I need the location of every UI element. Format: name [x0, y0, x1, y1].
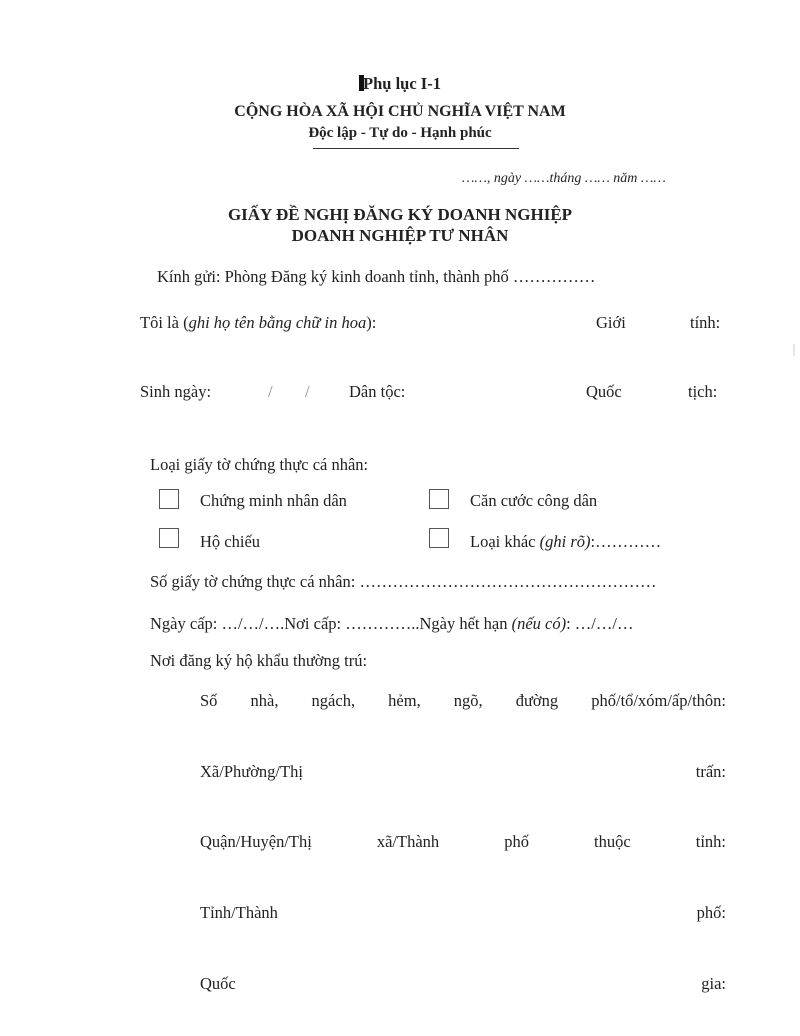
street-word: Số: [200, 691, 218, 710]
dob-slash-1: /: [268, 382, 273, 401]
ward-word: Xã/Phường/Thị: [200, 762, 303, 781]
issue-line: [150, 614, 633, 634]
page-edge-mark: [793, 344, 795, 356]
gender-label-word2: tính:: [690, 313, 721, 332]
appendix-text: Phụ lục I-1: [363, 74, 441, 93]
issue-hint: (nếu có): [511, 614, 567, 633]
street-word: hẻm,: [388, 691, 421, 710]
nation-title: CỘNG HÒA XÃ HỘI CHỦ NGHĨA VIỆT NAM: [234, 103, 566, 120]
motto: Độc lập - Tự do - Hạnh phúc: [308, 125, 492, 141]
district-word: tỉnh:: [695, 832, 726, 851]
nationality-label-word2: tịch:: [688, 382, 718, 401]
district-word: thuộc: [594, 832, 631, 851]
option-other-label: [470, 532, 661, 552]
district-word: phố: [504, 832, 529, 851]
checkbox-cccd[interactable]: [429, 489, 449, 509]
motto-divider: [313, 148, 519, 149]
dob-label: Sinh ngày:: [140, 382, 212, 401]
issue-main: Ngày cấp: …/…/….Nơi cấp: …………..Ngày hết hạn: [150, 614, 512, 633]
checkbox-cmnd[interactable]: [159, 489, 179, 509]
name-prefix: Tôi là (: [140, 313, 189, 332]
issue-tail: : …/…/…: [566, 614, 634, 633]
form-title-line2: DOANH NGHIỆP TƯ NHÂN: [291, 226, 509, 245]
province-word: phố:: [696, 903, 726, 922]
street-word: ngõ,: [453, 691, 483, 710]
nationality-label-word1: Quốc: [586, 382, 622, 401]
residence-country-line: [200, 974, 726, 994]
option-cccd-label: Căn cước công dân: [470, 491, 598, 510]
date-line: ……, ngày ……tháng …… năm ……: [462, 171, 666, 186]
id-number-line: Số giấy tờ chứng thực cá nhân: ………………………………………………: [150, 572, 657, 591]
gender-label-word1: Giới: [596, 313, 626, 332]
district-word: xã/Thành: [376, 832, 440, 851]
province-word: Tỉnh/Thành: [200, 903, 278, 922]
ethnicity-label: Dân tộc:: [349, 382, 406, 401]
street-word: đường: [515, 691, 559, 710]
option-passport-label: Hộ chiếu: [200, 532, 261, 551]
name-hint: ghi họ tên bằng chữ in hoa: [188, 313, 367, 332]
option-cmnd-label: Chứng minh nhân dân: [200, 491, 347, 510]
country-word: Quốc: [200, 974, 236, 993]
ward-word: trấn:: [695, 762, 726, 781]
residence-province-line: [200, 903, 726, 923]
appendix-label: [0, 74, 800, 94]
checkbox-other[interactable]: [429, 528, 449, 548]
residence-district-line: [200, 832, 726, 852]
residence-label: Nơi đăng ký hộ khẩu thường trú:: [150, 651, 368, 670]
residence-ward-line: [200, 762, 726, 782]
street-word: nhà,: [250, 691, 279, 710]
form-title-line1: GIẤY ĐỀ NGHỊ ĐĂNG KÝ DOANH NGHIỆP: [227, 205, 573, 224]
name-label: [140, 313, 376, 333]
option-other-hint: (ghi rõ): [539, 532, 591, 551]
name-suffix: ):: [366, 313, 377, 332]
street-word: ngách,: [311, 691, 356, 710]
street-word: phố/tổ/xóm/ấp/thôn:: [591, 691, 726, 710]
option-other-suffix: :…………: [590, 532, 662, 551]
checkbox-passport[interactable]: [159, 528, 179, 548]
residence-street-line: [200, 691, 726, 711]
district-word: Quận/Huyện/Thị: [200, 832, 312, 851]
id-type-label: Loại giấy tờ chứng thực cá nhân:: [150, 455, 369, 474]
country-word: gia:: [701, 974, 726, 993]
recipient-line: Kính gửi: Phòng Đăng ký kinh doanh tỉnh, thành phố ……………: [157, 267, 596, 286]
dob-slash-2: /: [305, 382, 310, 401]
option-other-prefix: Loại khác: [470, 532, 540, 551]
